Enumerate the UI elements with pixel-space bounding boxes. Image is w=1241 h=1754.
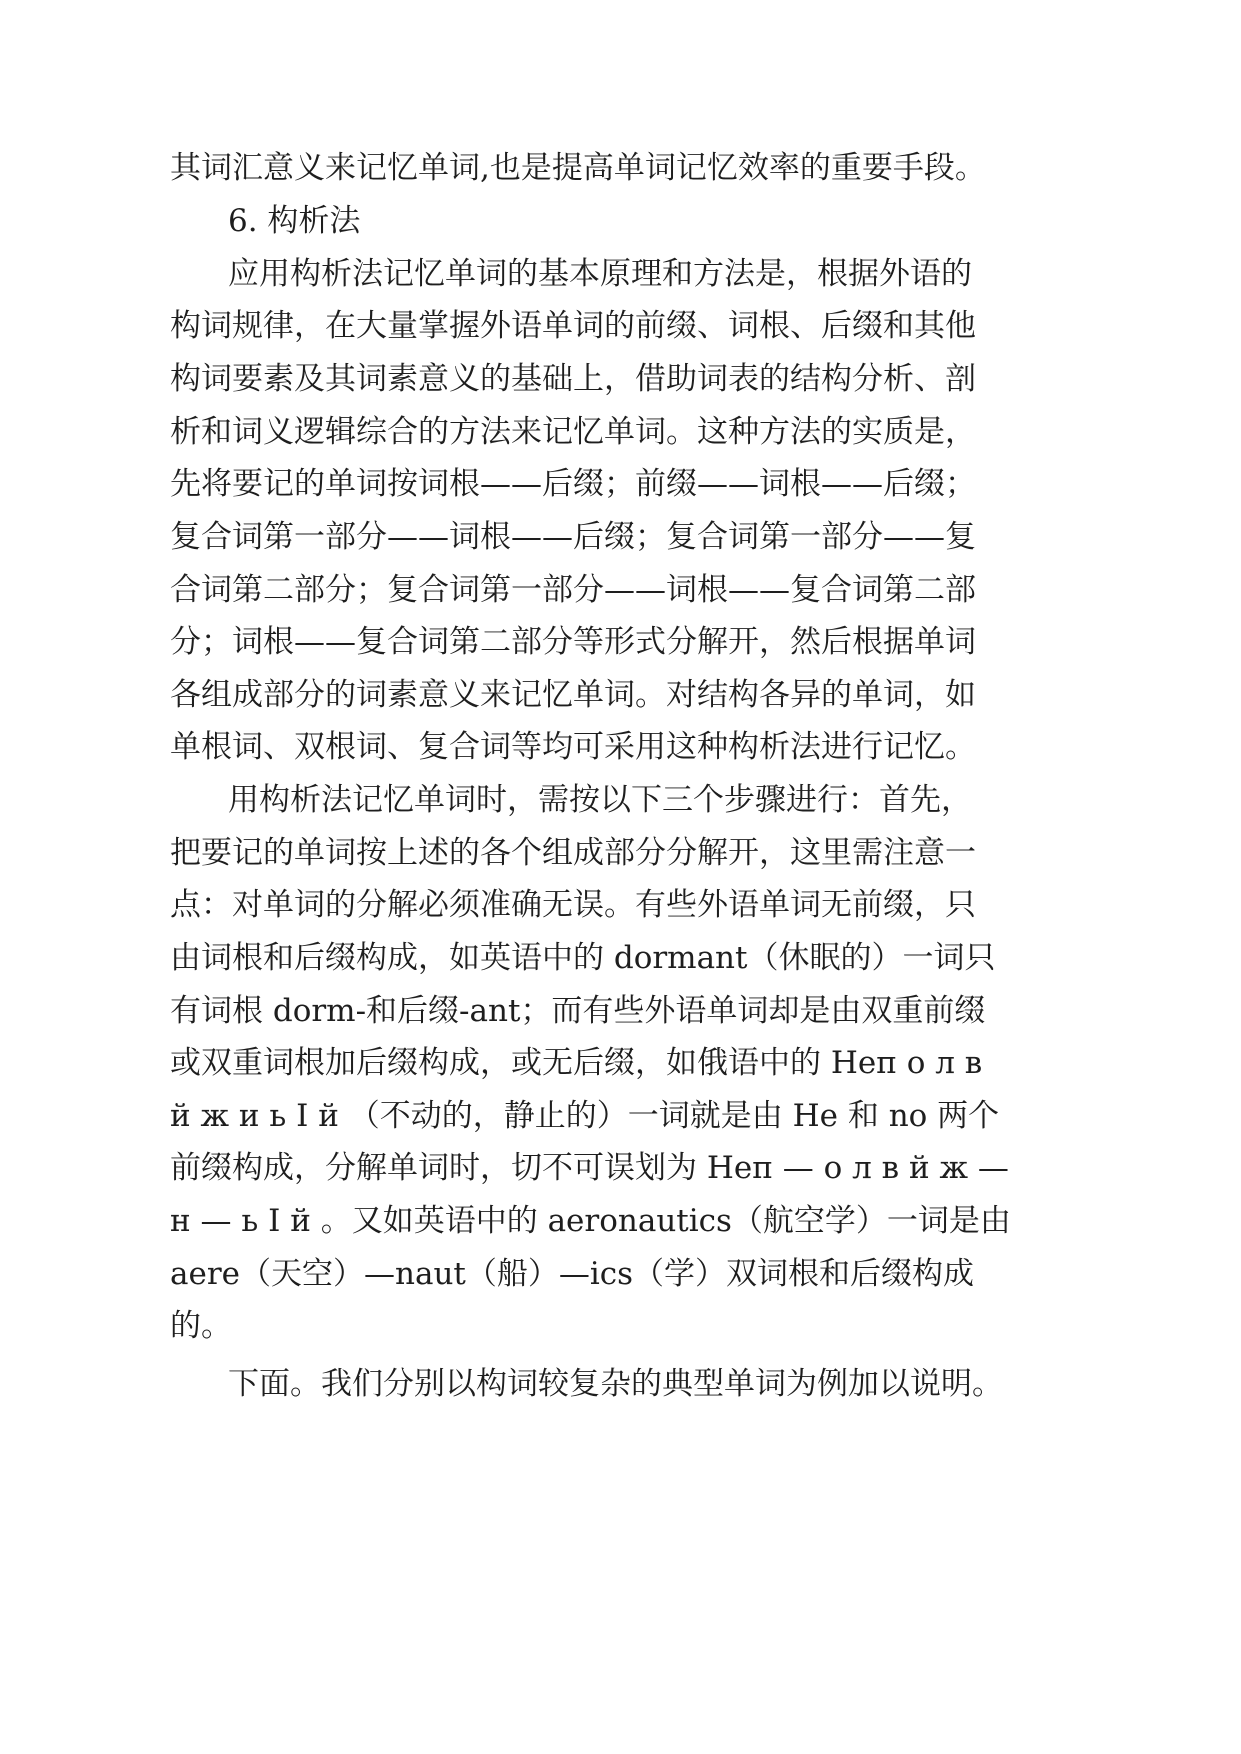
text-line-20: 前缀构成，分解单词时，切不可误划为 Heп — о л в й ж — [170,1150,1009,1186]
text-line-22: aere（天空）—naut（船）—ics（学）双词根和后缀构成 [170,1256,975,1292]
text-line-3: 应用构析法记忆单词的基本原理和方法是，根据外语的 [228,256,972,292]
text-line-10: 分；词根——复合词第二部分等形式分解开，然后根据单词 [170,624,976,660]
text-line-1: 其词汇意义来记忆单词,也是提高单词记忆效率的重要手段。 [170,150,986,186]
text-line-17: 有词根 dorm-和后缀-ant；而有些外语单词却是由双重前缀 [170,993,986,1029]
text-line-23: 的。 [170,1308,232,1344]
text-line-16: 由词根和后缀构成，如英语中的 dormant（休眠的）一词只 [170,940,996,976]
text-line-18: 或双重词根加后缀构成，或无后缀，如俄语中的 Heп о л в [170,1045,983,1081]
text-line-14: 把要记的单词按上述的各个组成部分分解开，这里需注意一 [170,835,976,871]
text-line-11: 各组成部分的词素意义来记忆单词。对结构各异的单词，如 [170,677,976,713]
text-line-21: н — ь I й 。又如英语中的 aeronautics（航空学）一词是由 [170,1203,1011,1239]
text-line-15: 点：对单词的分解必须准确无误。有些外语单词无前缀，只 [170,887,976,923]
text-line-7: 先将要记的单词按词根——后缀；前缀——词根——后缀； [170,466,976,502]
text-line-4: 构词规律，在大量掌握外语单词的前缀、词根、后缀和其他 [170,308,976,344]
text-line-24: 下面。我们分别以构词较复杂的典型单词为例加以说明。 [228,1366,1003,1402]
section-heading: 6. 构析法 [228,203,361,239]
text-line-6: 析和词义逻辑综合的方法来记忆单词。这种方法的实质是， [170,414,976,450]
text-line-5: 构词要素及其词素意义的基础上，借助词表的结构分析、剖 [170,361,976,397]
text-line-9: 合词第二部分；复合词第一部分——词根——复合词第二部 [170,572,976,608]
text-line-13: 用构析法记忆单词时，需按以下三个步骤进行：首先， [228,782,972,818]
text-line-12: 单根词、双根词、复合词等均可采用这种构析法进行记忆。 [170,729,976,765]
text-line-8: 复合词第一部分——词根——后缀；复合词第一部分——复 [170,519,976,555]
text-line-19: й ж и ь I й （不动的，静止的）一词就是由 He 和 no 两个 [170,1098,1000,1134]
